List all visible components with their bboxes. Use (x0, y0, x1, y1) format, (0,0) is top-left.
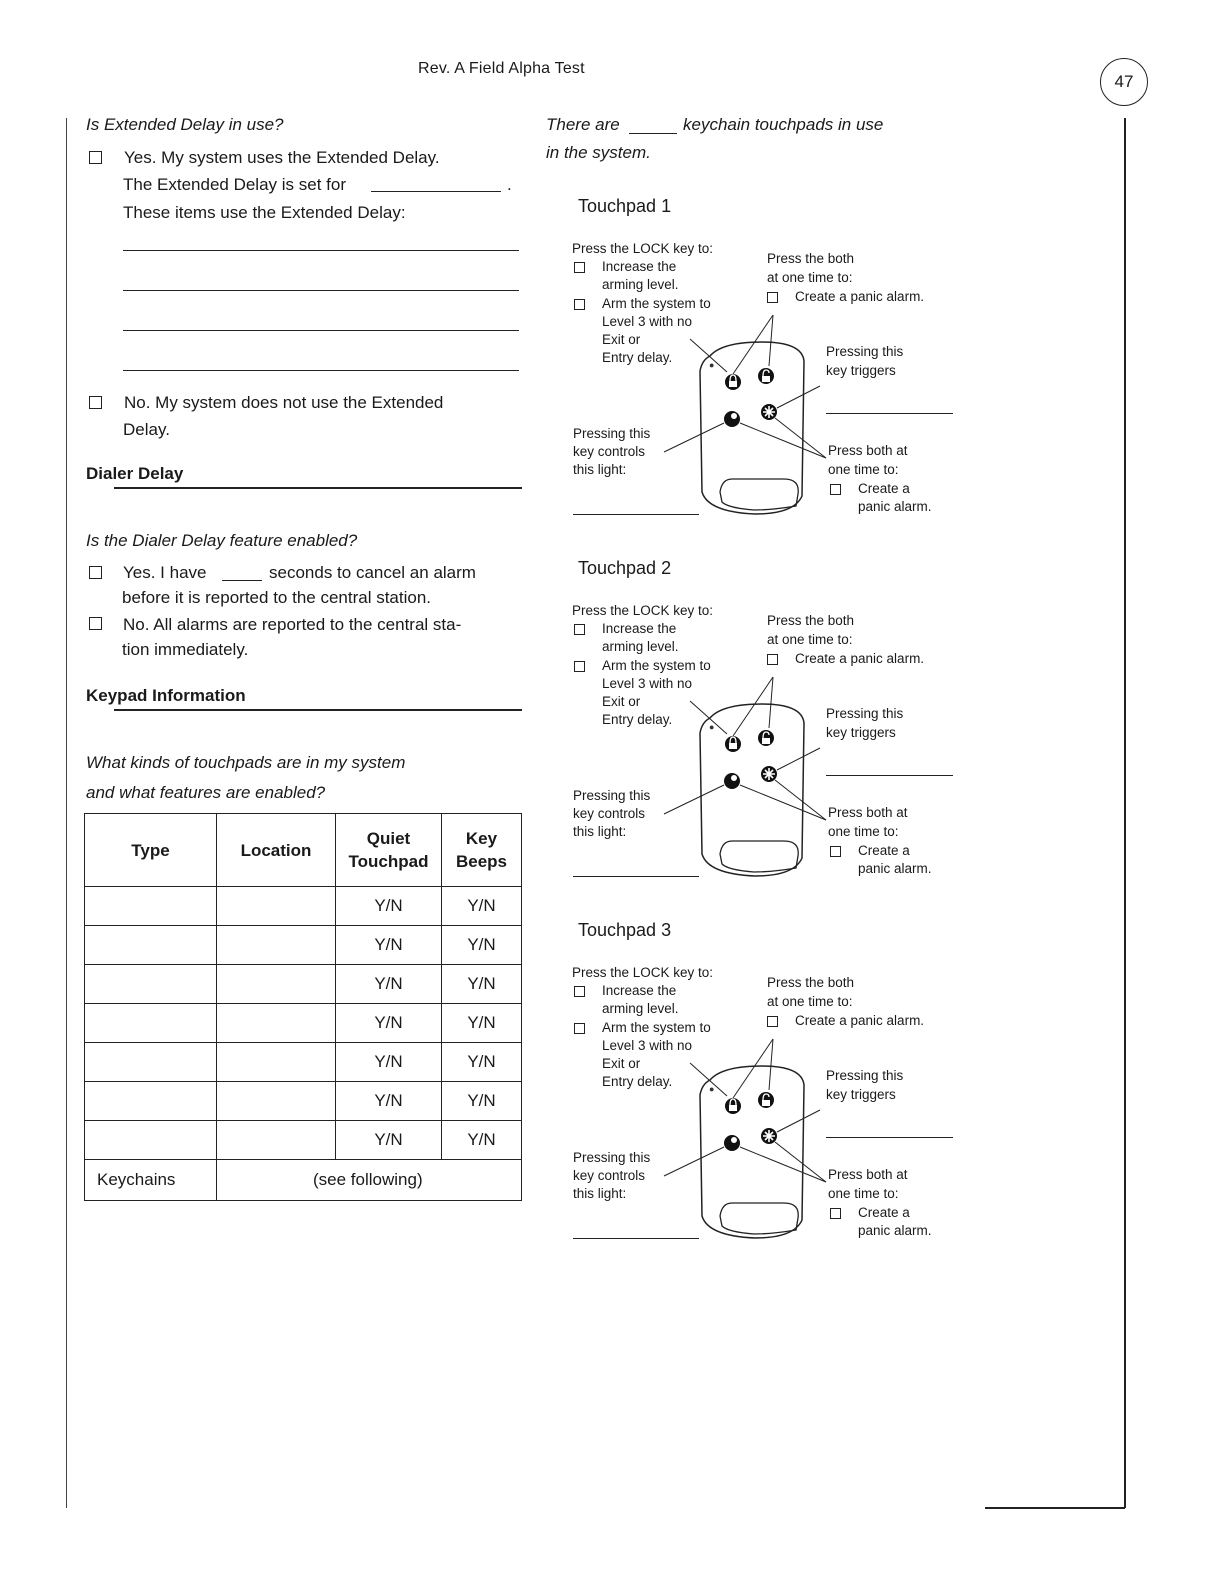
keychain-count-blank[interactable] (629, 133, 677, 134)
left-margin-rule (66, 118, 67, 1508)
extended-delay-yes-line1: Yes. My system uses the Extended Delay. (124, 148, 440, 167)
lock-key-intro: Press the LOCK key to: (572, 241, 714, 256)
light-key-icon (724, 411, 740, 427)
quiet-touchpad-cell[interactable]: Y/N (336, 1043, 442, 1082)
quiet-touchpad-cell[interactable]: Y/N (336, 926, 442, 965)
light-line1: Pressing this (573, 1150, 651, 1165)
dialer-delay-yes-checkbox[interactable] (89, 566, 102, 579)
type-cell[interactable] (85, 887, 217, 926)
increase-arming-line1: Increase the (602, 983, 677, 998)
arm-level3-line2: Level 3 with no (602, 1038, 693, 1053)
location-cell[interactable] (217, 1082, 336, 1121)
arm-level3-line3: Exit or (602, 332, 641, 347)
table-row (85, 1004, 522, 1043)
dialer-delay-question: Is the Dialer Delay feature enabled? (86, 531, 358, 550)
arm-level3-line2: Level 3 with no (602, 314, 693, 329)
quiet-touchpad-cell[interactable]: Y/N (336, 1082, 442, 1121)
press-both-line3: Create a panic alarm. (795, 289, 925, 304)
triggers-line2: key triggers (826, 363, 896, 378)
increase-arming-line1: Increase the (602, 621, 677, 636)
light-line1: Pressing this (573, 426, 651, 441)
location-cell[interactable] (217, 887, 336, 926)
dialer-delay-no-line1: No. All alarms are reported to the central sta- (123, 615, 462, 634)
location-cell[interactable] (217, 1004, 336, 1043)
touchpad-title: Touchpad 3 (578, 920, 672, 940)
dialer-delay-heading-rule (114, 487, 522, 489)
arm-level3-line3: Exit or (602, 1056, 641, 1071)
keychains-note-cell: (see following) (217, 1160, 522, 1201)
extended-delay-no-line2: Delay. (123, 420, 170, 439)
triggers-line1: Pressing this (826, 344, 904, 359)
press-both-line3: Create a panic alarm. (795, 651, 925, 666)
quiet-touchpad-cell[interactable]: Y/N (336, 1004, 442, 1043)
press-both-at-line2: one time to: (828, 462, 899, 477)
touchpad-section (572, 920, 957, 1250)
lock-key-intro: Press the LOCK key to: (572, 603, 714, 618)
press-both-at-line1: Press both at (828, 1167, 908, 1182)
press-both-at-line3: Create a (858, 1205, 910, 1220)
remote-led-window (720, 841, 798, 872)
arm-level3-line1: Arm the system to (602, 1020, 711, 1035)
dialer-delay-no-line2: tion immediately. (122, 640, 249, 659)
dialer-delay-heading: Dialer Delay (86, 464, 184, 483)
keypad-info-heading: Keypad Information (86, 686, 246, 705)
press-both-line2: at one time to: (767, 270, 853, 285)
keypad-info-question-line1: What kinds of touchpads are in my system (86, 753, 406, 772)
extended-delay-question: Is Extended Delay in use? (86, 115, 284, 134)
keychain-intro-pre: There are (546, 115, 620, 134)
touchpad-title: Touchpad 1 (578, 196, 672, 216)
extended-delay-item-line[interactable] (123, 250, 519, 251)
keychain-remote-diagram (572, 558, 957, 888)
extended-delay-no-line1: No. My system does not use the Extended (124, 393, 444, 412)
type-cell[interactable] (85, 1043, 217, 1082)
keypad-info-question-line2: and what features are enabled? (86, 783, 326, 802)
arm-level3-line2: Level 3 with no (602, 676, 693, 691)
triggers-line1: Pressing this (826, 1068, 904, 1083)
arm-level3-line3: Exit or (602, 694, 641, 709)
type-cell[interactable] (85, 926, 217, 965)
dialer-delay-yes-post: seconds to cancel an alarm (269, 563, 476, 582)
triggers-line2: key triggers (826, 1087, 896, 1102)
quiet-touchpad-cell[interactable]: Y/N (336, 965, 442, 1004)
extended-delay-period: . (507, 175, 512, 194)
increase-arming-line2: arming level. (602, 1001, 679, 1016)
table-row (85, 887, 522, 926)
arm-level3-line1: Arm the system to (602, 296, 711, 311)
page-header-title: Rev. A Field Alpha Test (418, 60, 585, 77)
press-both-line1: Press the both (767, 251, 855, 266)
extended-delay-items-label: These items use the Extended Delay: (123, 203, 406, 222)
location-cell[interactable] (217, 926, 336, 965)
location-cell[interactable] (217, 1121, 336, 1160)
key-beeps-cell[interactable]: Y/N (442, 965, 522, 1004)
light-line2: key controls (573, 444, 646, 459)
extended-delay-yes-checkbox[interactable] (89, 151, 102, 164)
light-line2: key controls (573, 1168, 646, 1183)
page-number: 47 (1100, 58, 1148, 106)
increase-arming-line2: arming level. (602, 639, 679, 654)
remote-led-window (720, 479, 798, 510)
press-both-at-line3: Create a (858, 481, 910, 496)
press-both-at-line3: Create a (858, 843, 910, 858)
light-key-icon (724, 1135, 740, 1151)
type-cell[interactable] (85, 1121, 217, 1160)
extended-delay-item-line[interactable] (123, 370, 519, 371)
table-row (85, 926, 522, 965)
light-key-icon (724, 773, 740, 789)
table-row (85, 1121, 522, 1160)
press-both-at-line4: panic alarm. (858, 499, 932, 514)
dialer-delay-yes-pre: Yes. I have (123, 563, 207, 582)
press-both-line2: at one time to: (767, 632, 853, 647)
type-cell[interactable] (85, 1004, 217, 1043)
table-row (85, 1043, 522, 1082)
column-header-location: Location (217, 814, 336, 887)
extended-delay-item-line[interactable] (123, 330, 519, 331)
column-header-quiet-touchpad (336, 814, 442, 887)
right-margin-rule (1124, 118, 1126, 1508)
press-both-at-line2: one time to: (828, 1186, 899, 1201)
bottom-rule (985, 1507, 1125, 1509)
press-both-line3: Create a panic alarm. (795, 1013, 925, 1028)
keypad-info-heading-rule (114, 709, 522, 711)
dialer-delay-no-checkbox[interactable] (89, 617, 102, 630)
light-line2: key controls (573, 806, 646, 821)
extended-delay-set-for: The Extended Delay is set for (123, 175, 347, 194)
touchpad-title: Touchpad 2 (578, 558, 672, 578)
quiet-touchpad-cell[interactable]: Y/N (336, 1121, 442, 1160)
extended-delay-no-checkbox[interactable] (89, 396, 102, 409)
keychains-type-cell: Keychains (85, 1160, 217, 1201)
dialer-delay-yes-line2: before it is reported to the central station. (122, 588, 432, 607)
increase-arming-line1: Increase the (602, 259, 677, 274)
light-symbol: ● (709, 360, 715, 370)
table-row-keychains (85, 1160, 522, 1201)
triggers-line2: key triggers (826, 725, 896, 740)
type-cell[interactable] (85, 1082, 217, 1121)
keychain-intro-post: keychain touchpads in use (683, 115, 884, 134)
arm-level3-line1: Arm the system to (602, 658, 711, 673)
key-beeps-cell[interactable]: Y/N (442, 1082, 522, 1121)
light-line3: this light: (573, 1186, 627, 1201)
extended-delay-item-line[interactable] (123, 290, 519, 291)
column-header-type: Type (85, 814, 217, 887)
press-both-at-line2: one time to: (828, 824, 899, 839)
light-symbol: ● (709, 1084, 715, 1094)
light-symbol: ● (709, 722, 715, 732)
key-beeps-header-text: Key Beeps (455, 829, 508, 871)
lock-key-intro: Press the LOCK key to: (572, 965, 714, 980)
press-both-at-line1: Press both at (828, 443, 908, 458)
press-both-at-line4: panic alarm. (858, 1223, 932, 1238)
press-both-line1: Press the both (767, 975, 855, 990)
table-row (85, 1082, 522, 1121)
quiet-touchpad-cell[interactable]: Y/N (336, 887, 442, 926)
location-cell[interactable] (217, 965, 336, 1004)
increase-arming-line2: arming level. (602, 277, 679, 292)
light-line3: this light: (573, 462, 627, 477)
key-beeps-cell[interactable]: Y/N (442, 1004, 522, 1043)
light-line3: this light: (573, 824, 627, 839)
key-beeps-cell[interactable]: Y/N (442, 1043, 522, 1082)
quiet-touchpad-header-text: Quiet Touchpad (348, 829, 429, 871)
press-both-at-line1: Press both at (828, 805, 908, 820)
type-cell[interactable] (85, 965, 217, 1004)
keypad-table (84, 813, 522, 1201)
press-both-line1: Press the both (767, 613, 855, 628)
keychain-remote-diagram (572, 920, 957, 1250)
triggers-line1: Pressing this (826, 706, 904, 721)
location-cell[interactable] (217, 1043, 336, 1082)
remote-led-window (720, 1203, 798, 1234)
press-both-at-line4: panic alarm. (858, 861, 932, 876)
column-header-key-beeps (442, 814, 522, 887)
touchpad-section (572, 558, 957, 888)
key-beeps-cell[interactable]: Y/N (442, 1121, 522, 1160)
light-line1: Pressing this (573, 788, 651, 803)
keychain-intro-line2: in the system. (546, 143, 651, 162)
press-both-line2: at one time to: (767, 994, 853, 1009)
table-header-row (85, 814, 522, 887)
extended-delay-duration-blank[interactable] (371, 191, 501, 192)
table-row (85, 965, 522, 1004)
arm-level3-line4: Entry delay. (602, 1074, 673, 1089)
arm-level3-line4: Entry delay. (602, 712, 673, 727)
key-beeps-cell[interactable]: Y/N (442, 926, 522, 965)
arm-level3-line4: Entry delay. (602, 350, 673, 365)
dialer-delay-seconds-blank[interactable] (222, 580, 262, 581)
touchpad-section (572, 196, 957, 526)
key-beeps-cell[interactable]: Y/N (442, 887, 522, 926)
keychain-remote-diagram (572, 196, 957, 526)
